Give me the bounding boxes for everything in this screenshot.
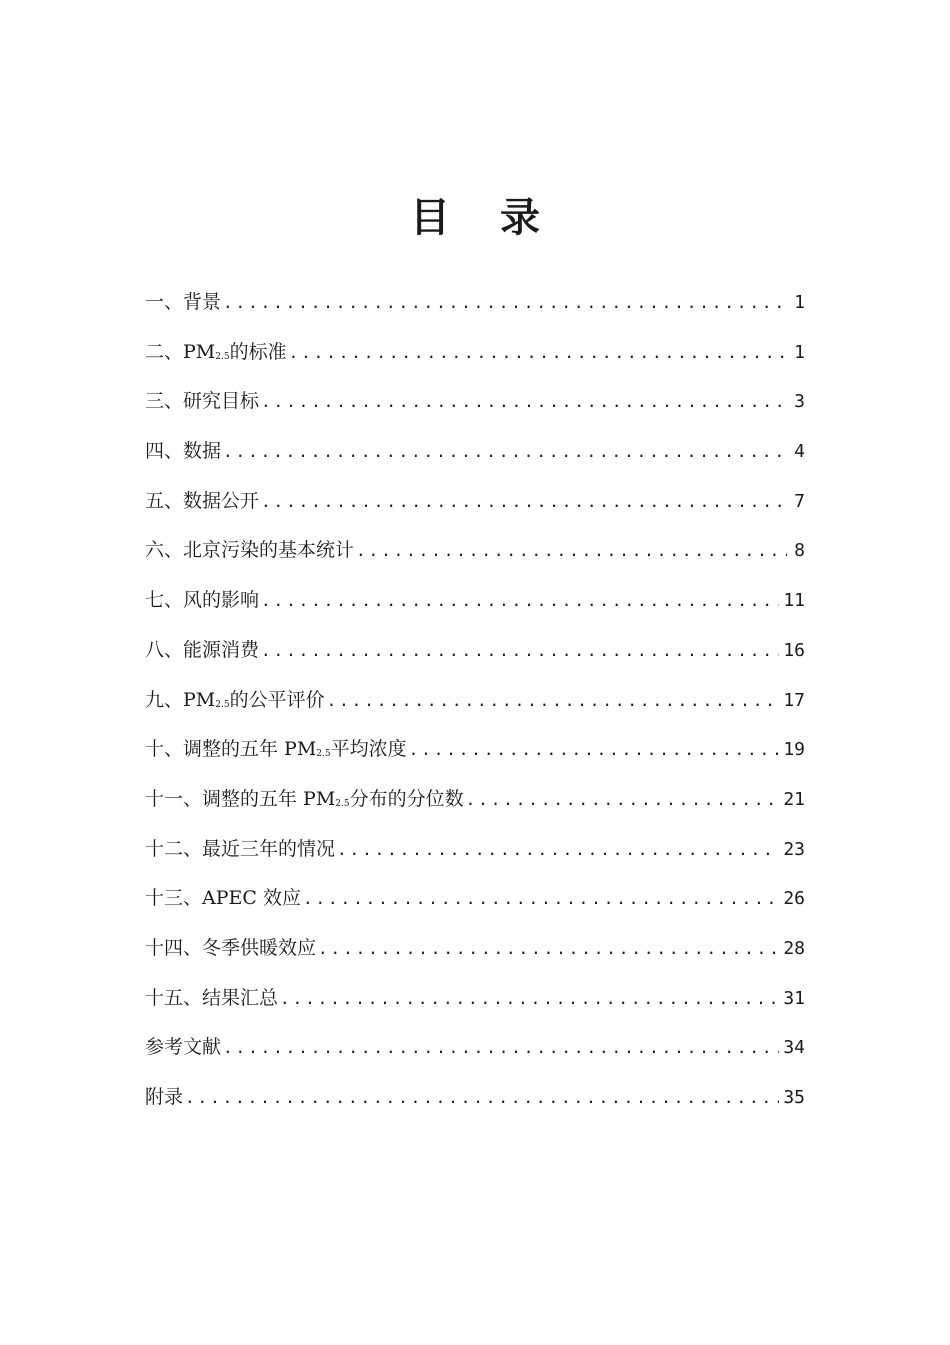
toc-entry-label: 十二、最近三年的情况: [145, 837, 336, 860]
toc-entry-beijing-stats[interactable]: [145, 530, 805, 580]
toc-entry-winter-heating[interactable]: [145, 928, 805, 978]
toc-entry-energy-consumption[interactable]: [145, 630, 805, 680]
dot-leader: [261, 382, 787, 422]
dot-leader: [261, 482, 787, 522]
toc-entry-label: 八、能源消费: [145, 638, 260, 661]
dot-leader: [303, 879, 779, 919]
dot-leader: [356, 531, 787, 571]
toc-page-number: 19: [783, 739, 805, 761]
toc-entry-research-goals[interactable]: [145, 381, 805, 431]
dot-leader: [223, 283, 787, 323]
toc-page-number: 3: [794, 391, 805, 413]
toc-entry-label: 参考文献: [145, 1036, 222, 1059]
toc-page-number: 35: [783, 1087, 805, 1108]
toc-entry-label: 三、研究目标: [145, 390, 260, 413]
toc-entry-adjusted-quantiles[interactable]: [145, 779, 805, 829]
toc-page-number: 21: [783, 788, 805, 810]
table-of-contents: [145, 282, 805, 1127]
dot-leader: [261, 581, 779, 621]
toc-entry-label: 九、$PM_{2.5}$的公平评价: [145, 688, 325, 711]
toc-entry-label: 一、背景: [145, 291, 222, 313]
toc-page-number: 4: [794, 441, 805, 463]
toc-entry-label: 五、数据公开: [145, 489, 260, 512]
dot-leader: [337, 830, 779, 870]
toc-entry-label: 七、风的影响: [145, 589, 260, 612]
toc-entry-apec-effect[interactable]: [145, 878, 805, 928]
dot-leader: [223, 432, 787, 472]
toc-page-number: 8: [794, 540, 805, 562]
toc-entry-label: 十一、调整的五年 $PM_{2.5}$分布的分位数: [145, 787, 464, 810]
toc-entry-references[interactable]: [145, 1027, 805, 1077]
toc-entry-pm25-standard[interactable]: [145, 332, 805, 382]
toc-page-number: 17: [783, 689, 805, 711]
toc-page-number: 23: [783, 838, 805, 860]
toc-entry-adjusted-mean[interactable]: [145, 729, 805, 779]
toc-page-number: 26: [783, 888, 805, 910]
toc-entry-recent-three-years[interactable]: [145, 829, 805, 879]
toc-entry-pm25-fair-evaluation[interactable]: [145, 680, 805, 730]
toc-page-number: 11: [783, 590, 805, 612]
dot-leader: [318, 929, 779, 969]
toc-entry-label: 二、$PM_{2.5}$的标准: [145, 340, 287, 363]
toc-entry-label: 附录: [145, 1086, 184, 1108]
toc-entry-label: 十四、冬季供暖效应: [145, 936, 317, 959]
toc-entry-label: 六、北京污染的基本统计: [145, 539, 355, 562]
dot-leader: [261, 631, 779, 671]
toc-page-number: 28: [783, 937, 805, 959]
toc-page-number: 34: [783, 1037, 805, 1059]
toc-entry-label: 十三、APEC 效应: [145, 887, 301, 910]
toc-entry-label: 十、调整的五年 $PM_{2.5}$平均浓度: [145, 738, 407, 761]
dot-leader: [223, 1028, 779, 1068]
toc-entry-data-disclosure[interactable]: [145, 481, 805, 531]
toc-page-number: 31: [783, 987, 805, 1009]
dot-leader: [289, 333, 787, 373]
toc-entry-data[interactable]: [145, 431, 805, 481]
toc-title: 目 录: [410, 194, 558, 241]
dot-leader: [280, 979, 779, 1019]
toc-page-number: 7: [794, 490, 805, 512]
toc-page-number: 16: [783, 639, 805, 661]
toc-entry-background[interactable]: [145, 282, 805, 332]
dot-leader: [466, 780, 780, 820]
toc-page-number: 1: [794, 292, 805, 313]
toc-entry-wind-effect[interactable]: [145, 580, 805, 630]
dot-leader: [185, 1078, 779, 1118]
dot-leader: [327, 681, 780, 721]
toc-entry-label: 十五、结果汇总: [145, 986, 279, 1009]
dot-leader: [409, 730, 780, 770]
toc-page-number: 1: [794, 341, 805, 363]
toc-entry-results-summary[interactable]: [145, 978, 805, 1028]
toc-entry-appendix[interactable]: [145, 1077, 805, 1127]
toc-entry-label: 四、数据: [145, 440, 222, 463]
